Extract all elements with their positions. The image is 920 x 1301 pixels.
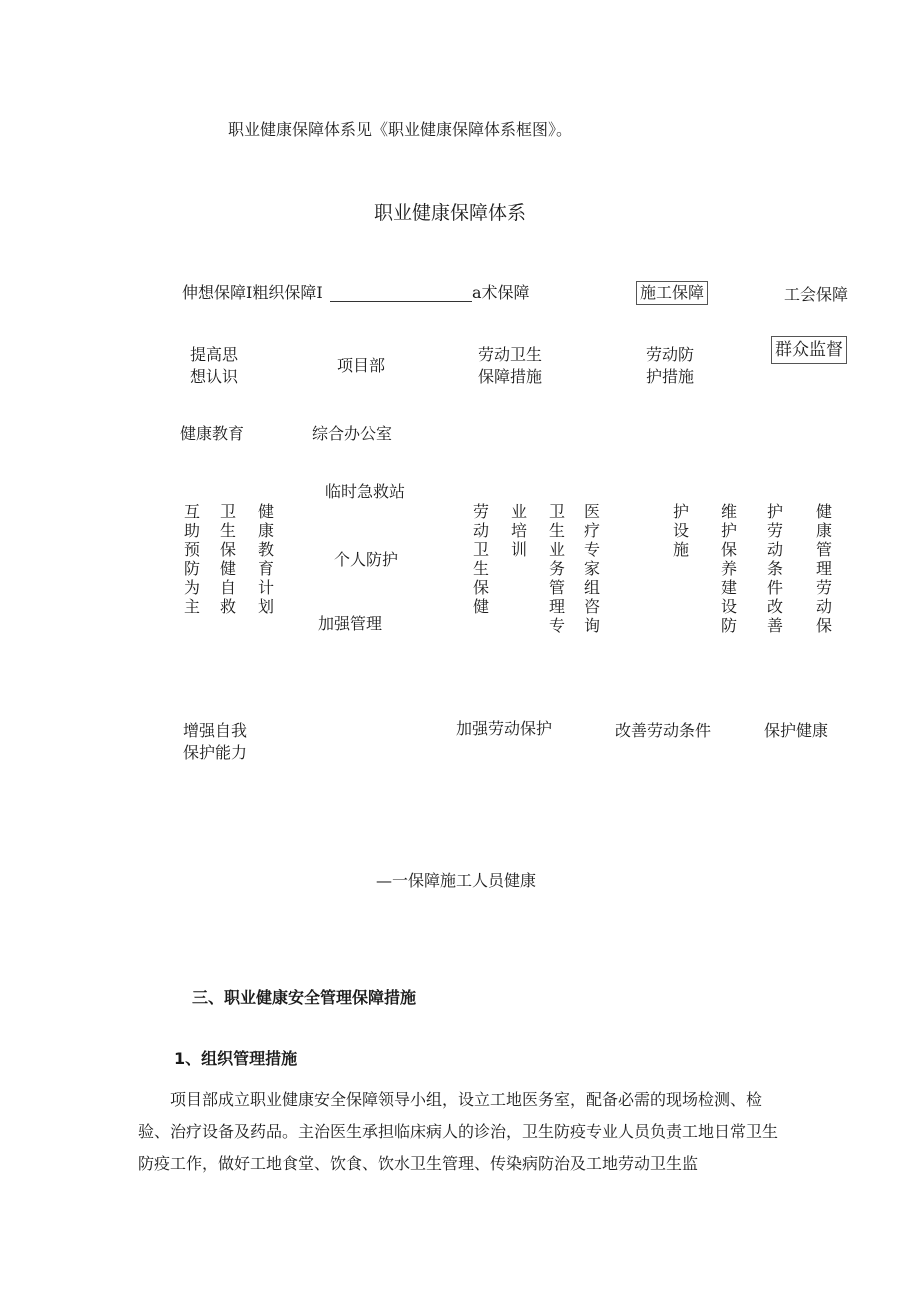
subsection-heading: 1、组织管理措施 <box>174 1049 298 1068</box>
intro-text: 职业健康保障体系见《职业健康保障体系框图》。 <box>228 120 573 139</box>
office-label: 综合办公室 <box>312 424 393 443</box>
body-paragraph: 项目部成立职业健康安全保障领导小组，设立工地医务室，配备必需的现场检测、检验、治疗设备及药品。主治医生承担临床病人的诊治，卫生防疫专业人员负责工地日常卫生防疫工作，做好工地食堂、饮食、饮水卫生管理、传染病防治及工地劳动卫生监 <box>138 1090 779 1173</box>
thought-label: 提高思 想认识 <box>190 345 239 386</box>
top-left-label: 伸想保障I粗织保障I <box>182 283 323 302</box>
column-labor-health: 劳动卫生保健 <box>472 502 489 616</box>
labor-strengthen-label: 加强劳动保护 <box>456 719 553 738</box>
diagram-title: 职业健康保障体系 <box>374 202 527 224</box>
self-protect-label: 增强自我 保护能力 <box>183 721 248 762</box>
management-label: 加强管理 <box>318 614 383 633</box>
protect-health-label: 保护健康 <box>764 721 829 740</box>
column-expert-consult: 医疗专家组咨询 <box>583 502 600 635</box>
labor-hygiene-label: 劳动卫生 保障措施 <box>478 345 543 386</box>
column-protect-facility: 护设施 <box>672 502 689 559</box>
tech-guarantee-label: a术保障 <box>472 283 530 302</box>
personal-protect-label: 个人防护 <box>334 550 399 569</box>
labor-protect-label: 劳动防 护措施 <box>646 345 695 386</box>
mass-supervision-box: 群众监督 <box>771 336 847 364</box>
union-guarantee-label: 工会保障 <box>784 285 849 304</box>
construction-guarantee-box: 施工保障 <box>636 281 708 305</box>
column-business-mgmt: 卫生业务管理专 <box>548 502 565 635</box>
column-maintenance: 维护保养建设防 <box>720 502 737 635</box>
project-dept-label: 项目部 <box>337 356 386 375</box>
column-mutual-prevention: 互助预防为主 <box>183 502 200 616</box>
first-aid-label: 临时急救站 <box>325 482 406 501</box>
column-training: 业培训 <box>510 502 527 559</box>
final-goal-label: —一保障施工人员健康 <box>376 871 537 890</box>
column-conditions: 护劳动条件改善 <box>766 502 783 635</box>
column-health-mgmt: 健康管理劳动保 <box>815 502 832 635</box>
top-row-line <box>330 301 472 302</box>
column-health-plan: 健康教育计划 <box>257 502 274 616</box>
improve-conditions-label: 改善劳动条件 <box>615 721 712 740</box>
section-heading: 三、职业健康安全管理保障措施 <box>192 988 417 1007</box>
column-hygiene-selfhelp: 卫生保健自救 <box>219 502 236 616</box>
health-education-label: 健康教育 <box>180 424 245 443</box>
